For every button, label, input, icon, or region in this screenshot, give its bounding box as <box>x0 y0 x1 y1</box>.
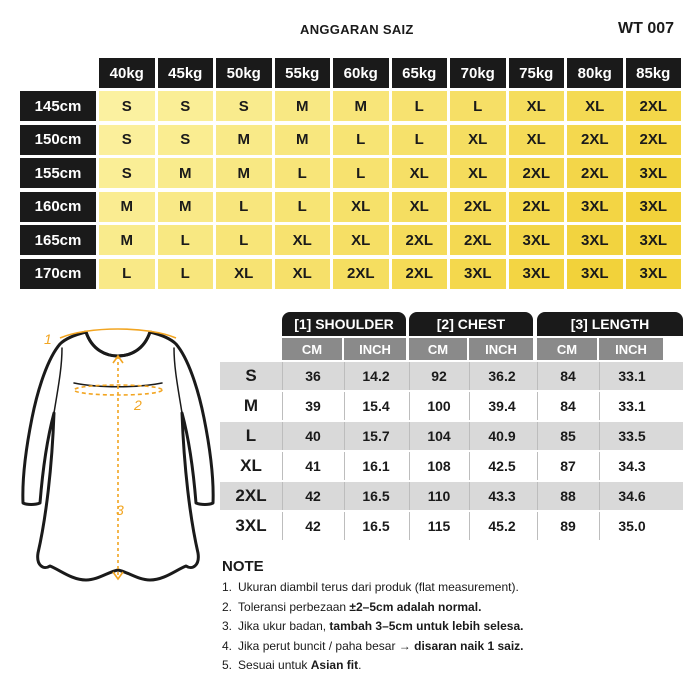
weight-header: 80kg <box>567 58 623 88</box>
measure-value: 92 <box>409 362 468 390</box>
weight-header: 40kg <box>99 58 155 88</box>
unit-header: INCH <box>344 338 406 360</box>
size-cell: S <box>99 91 155 121</box>
size-cell: S <box>158 91 214 121</box>
label-3: 3 <box>116 502 124 518</box>
size-guide-grid <box>20 58 683 291</box>
size-cell: L <box>275 192 331 222</box>
weight-header: 85kg <box>626 58 682 88</box>
size-cell: L <box>216 225 272 255</box>
size-cell: L <box>450 91 506 121</box>
note-text: Ukuran diambil terus dari produk (flat measurement). <box>238 580 519 594</box>
label-2: 2 <box>134 397 142 413</box>
size-cell: 3XL <box>509 259 565 289</box>
size-cell: M <box>99 225 155 255</box>
size-cell: S <box>216 91 272 121</box>
measure-value: 108 <box>409 452 468 480</box>
label-1: 1 <box>44 331 52 347</box>
measure-value: 45.2 <box>469 512 534 540</box>
size-cell: M <box>216 158 272 188</box>
size-cell: L <box>99 259 155 289</box>
size-cell: XL <box>275 225 331 255</box>
size-cell: 2XL <box>626 125 682 155</box>
measure-value: 40 <box>282 422 343 450</box>
size-cell: XL <box>275 259 331 289</box>
size-label: XL <box>240 456 262 475</box>
size-cell: 3XL <box>567 192 623 222</box>
height-header: 160cm <box>20 192 96 222</box>
measure-value: 36.2 <box>469 362 534 390</box>
note-number: 5. <box>222 658 233 672</box>
size-cell: 3XL <box>567 225 623 255</box>
measure-value: 42.5 <box>469 452 534 480</box>
size-cell: M <box>216 125 272 155</box>
unit-header: CM <box>409 338 467 360</box>
size-cell: M <box>158 158 214 188</box>
measure-group-header: [3] LENGTH <box>537 312 683 336</box>
size-label: S <box>245 366 257 385</box>
notes-list <box>222 578 692 676</box>
measure-value: 39 <box>282 392 343 420</box>
size-cell: XL <box>333 225 389 255</box>
size-cell: 2XL <box>509 192 565 222</box>
note-title: NOTE <box>222 558 264 575</box>
note-emphasis: Asian fit <box>310 658 359 672</box>
size-cell: 2XL <box>567 125 623 155</box>
measure-value: 33.1 <box>599 362 664 390</box>
measure-value: 110 <box>409 482 468 510</box>
measure-value: 36 <box>282 362 343 390</box>
size-cell: XL <box>392 158 448 188</box>
unit-header: CM <box>537 338 597 360</box>
size-cell: 3XL <box>450 259 506 289</box>
size-cell: L <box>216 192 272 222</box>
measure-value: 15.7 <box>344 422 407 450</box>
note-emphasis: disaran naik 1 saiz. <box>414 638 524 653</box>
size-cell: 3XL <box>509 225 565 255</box>
unit-header: INCH <box>599 338 663 360</box>
measure-value: 104 <box>409 422 468 450</box>
size-cell: S <box>99 125 155 155</box>
note-number: 3. <box>222 619 233 633</box>
size-cell: L <box>333 125 389 155</box>
size-cell: XL <box>450 158 506 188</box>
measure-value: 41 <box>282 452 343 480</box>
unit-header: INCH <box>469 338 533 360</box>
size-cell: XL <box>450 125 506 155</box>
note-item <box>222 598 692 618</box>
measure-value: 87 <box>537 452 598 480</box>
weight-header: 75kg <box>509 58 565 88</box>
height-header: 165cm <box>20 225 96 255</box>
note-emphasis: tambah 3–5cm untuk lebih selesa. <box>329 619 524 633</box>
note-emphasis: ±2–5cm adalah normal. <box>349 599 482 614</box>
note-item <box>222 578 692 598</box>
note-text: Toleransi perbezaan <box>238 599 350 614</box>
measure-value: 15.4 <box>344 392 407 420</box>
size-cell: XL <box>392 192 448 222</box>
note-suffix: . <box>358 658 362 672</box>
note-number: 1. <box>222 580 233 594</box>
measure-group-header: [1] SHOULDER <box>282 312 406 336</box>
size-cell: XL <box>509 125 565 155</box>
dress-diagram <box>18 318 218 598</box>
measurement-table <box>220 312 683 542</box>
size-label: 3XL <box>235 516 267 535</box>
size-cell: XL <box>333 192 389 222</box>
weight-header: 65kg <box>392 58 448 88</box>
note-number: 2. <box>222 599 233 614</box>
size-cell: M <box>275 91 331 121</box>
measure-value: 89 <box>537 512 598 540</box>
measure-value: 33.5 <box>599 422 664 450</box>
weight-header: 50kg <box>216 58 272 88</box>
measure-value: 115 <box>409 512 468 540</box>
size-cell: M <box>158 192 214 222</box>
size-cell: 2XL <box>450 225 506 255</box>
size-cell: 2XL <box>626 91 682 121</box>
measure-value: 84 <box>537 362 598 390</box>
measure-value: 42 <box>282 512 343 540</box>
size-cell: M <box>275 125 331 155</box>
size-cell: L <box>333 158 389 188</box>
measure-value: 100 <box>409 392 468 420</box>
height-header: 170cm <box>20 259 96 289</box>
size-cell: 3XL <box>626 192 682 222</box>
size-cell: 2XL <box>392 225 448 255</box>
measure-value: 84 <box>537 392 598 420</box>
note-item <box>222 656 692 676</box>
note-text: Jika ukur badan, <box>238 619 330 633</box>
size-cell: S <box>158 125 214 155</box>
measure-value: 85 <box>537 422 598 450</box>
size-cell: 3XL <box>626 259 682 289</box>
size-cell: S <box>99 158 155 188</box>
size-cell: XL <box>509 91 565 121</box>
size-cell: 3XL <box>626 158 682 188</box>
chart-title: ANGGARAN SAIZ <box>300 22 414 37</box>
size-cell: 2XL <box>333 259 389 289</box>
size-label: 2XL <box>235 486 267 505</box>
note-number: 4. <box>222 638 233 653</box>
weight-header: 55kg <box>275 58 331 88</box>
height-header: 155cm <box>20 158 96 188</box>
size-cell: L <box>392 125 448 155</box>
size-cell: M <box>99 192 155 222</box>
size-cell: 2XL <box>567 158 623 188</box>
size-cell: L <box>392 91 448 121</box>
size-cell: XL <box>216 259 272 289</box>
size-cell: L <box>158 259 214 289</box>
measure-value: 33.1 <box>599 392 664 420</box>
size-cell: XL <box>567 91 623 121</box>
size-cell: 3XL <box>626 225 682 255</box>
measure-value: 16.1 <box>344 452 407 480</box>
note-text: Jika perut buncit / paha besar → <box>238 638 415 653</box>
measure-value: 35.0 <box>599 512 664 540</box>
size-label: L <box>245 426 257 445</box>
size-cell: L <box>158 225 214 255</box>
size-cell: L <box>275 158 331 188</box>
measure-value: 43.3 <box>469 482 534 510</box>
unit-header: CM <box>282 338 342 360</box>
note-item <box>222 637 692 657</box>
measure-value: 42 <box>282 482 343 510</box>
size-cell: 3XL <box>567 259 623 289</box>
note-item <box>222 617 692 637</box>
measure-value: 14.2 <box>344 362 407 390</box>
measure-value: 34.6 <box>599 482 664 510</box>
weight-header: 60kg <box>333 58 389 88</box>
size-label: M <box>243 396 259 415</box>
size-cell: 2XL <box>392 259 448 289</box>
size-cell: 2XL <box>450 192 506 222</box>
size-cell: M <box>333 91 389 121</box>
height-header: 150cm <box>20 125 96 155</box>
measure-value: 16.5 <box>344 482 407 510</box>
product-code: WT 007 <box>618 20 675 37</box>
measure-value: 88 <box>537 482 598 510</box>
weight-header: 70kg <box>450 58 506 88</box>
note-text: Sesuai untuk <box>238 658 311 672</box>
height-header: 145cm <box>20 91 96 121</box>
measure-group-header: [2] CHEST <box>409 312 533 336</box>
measure-value: 40.9 <box>469 422 534 450</box>
size-cell: 2XL <box>509 158 565 188</box>
measure-value: 39.4 <box>469 392 534 420</box>
measure-value: 34.3 <box>599 452 664 480</box>
weight-header: 45kg <box>158 58 214 88</box>
measure-value: 16.5 <box>344 512 407 540</box>
